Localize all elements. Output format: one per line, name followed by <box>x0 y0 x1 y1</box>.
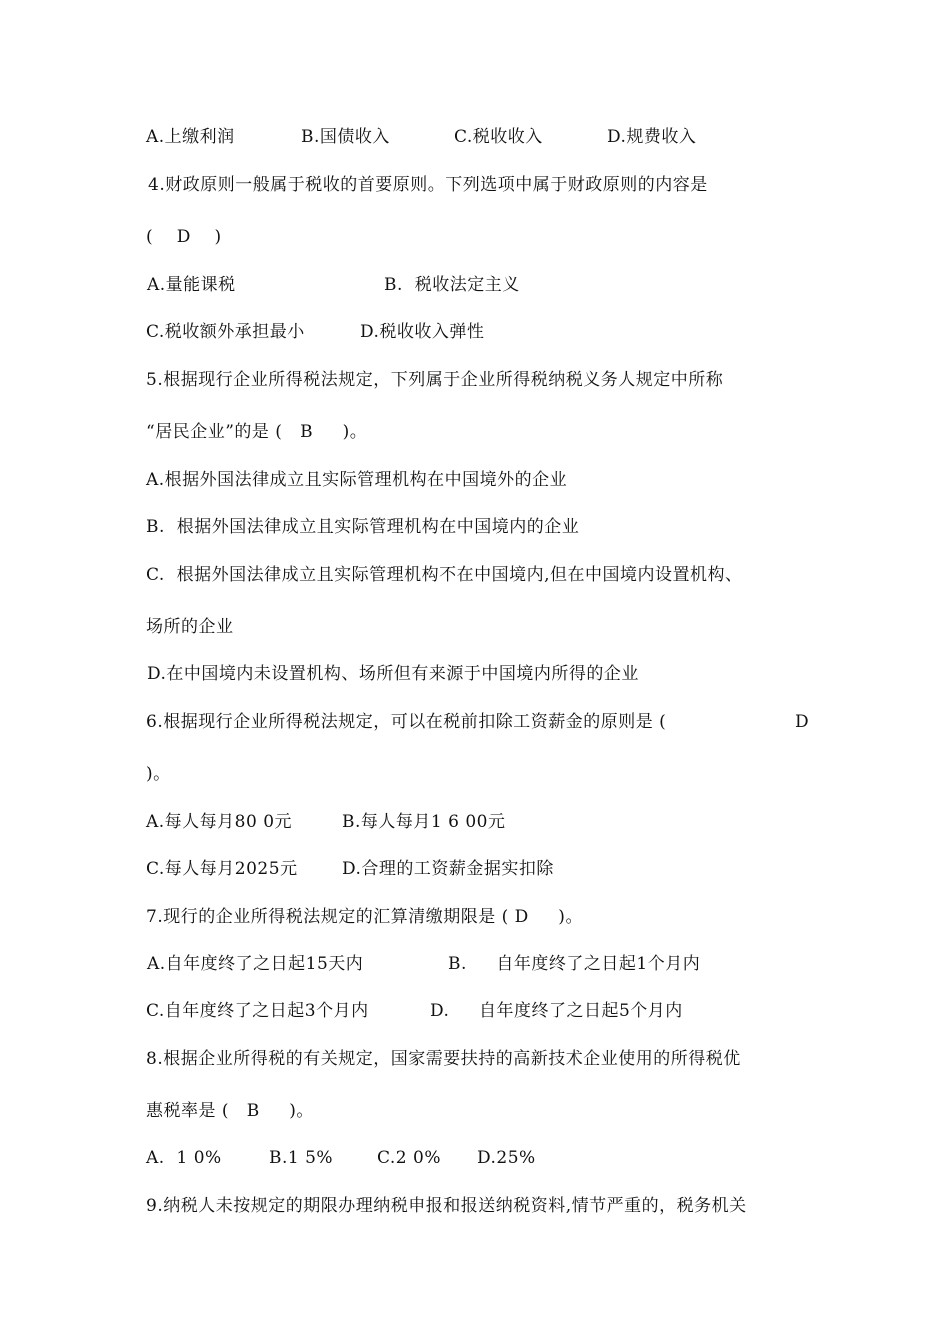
q8-option-c: C.2 0% <box>377 1148 441 1168</box>
q8-option-a: A. 1 0% <box>146 1148 222 1168</box>
q7-option-b: B. 自年度终了之日起1个月内 <box>448 954 701 974</box>
q7-option-d: D. 自年度终了之日起5个月内 <box>430 1001 683 1021</box>
q4-option-b: B. 税收法定主义 <box>384 275 520 295</box>
q6-stem-line2: )。 <box>146 764 171 784</box>
q8-stem-line2: 惠税率是 ( B )。 <box>146 1101 314 1121</box>
q8-option-b: B.1 5% <box>269 1148 334 1168</box>
q5-option-c-line1: C. 根据外国法律成立且实际管理机构不在中国境内,但在中国境内设置机构、 <box>146 565 743 585</box>
q8-stem-line1: 8.根据企业所得税的有关规定，国家需要扶持的高新技术企业使用的所得税优 <box>146 1049 741 1069</box>
q4-stem-line1: 4.财政原则一般属于税收的首要原则。下列选项中属于财政原则的内容是 <box>148 175 708 195</box>
q5-stem-line2: “居民企业”的是 ( B )。 <box>146 422 368 442</box>
q6-stem-line1: 6.根据现行企业所得税法规定，可以在税前扣除工资薪金的原则是 ( <box>146 712 667 732</box>
q3-option-a: A.上缴利润 <box>146 127 235 147</box>
q4-option-c: C.税收额外承担最小 <box>146 322 305 342</box>
q4-stem-line2: ( D ) <box>146 227 222 247</box>
q6-option-a: A.每人每月80 0元 <box>146 812 293 832</box>
q4-option-a: A.量能课税 <box>147 275 236 295</box>
q5-option-c-line2: 场所的企业 <box>146 617 234 637</box>
q5-option-d: D.在中国境内未设置机构、场所但有来源于中国境内所得的企业 <box>147 664 639 684</box>
q9-stem-line1: 9.纳税人未按规定的期限办理纳税申报和报送纳税资料,情节严重的，税务机关 <box>146 1196 747 1216</box>
q7-option-c: C.自年度终了之日起3个月内 <box>146 1001 369 1021</box>
q3-option-d: D.规费收入 <box>607 127 697 147</box>
q5-option-a: A.根据外国法律成立且实际管理机构在中国境外的企业 <box>146 470 568 490</box>
q5-stem-line1: 5.根据现行企业所得税法规定，下列属于企业所得税纳税义务人规定中所称 <box>146 370 724 390</box>
q6-option-b: B.每人每月1 6 00元 <box>342 812 506 832</box>
q7-option-a: A.自年度终了之日起15天内 <box>147 954 364 974</box>
q3-option-b: B.国债收入 <box>301 127 390 147</box>
q4-option-d: D.税收收入弹性 <box>360 322 485 342</box>
q7-stem: 7.现行的企业所得税法规定的汇算清缴期限是 ( D )。 <box>146 907 583 927</box>
q5-option-b: B. 根据外国法律成立且实际管理机构在中国境内的企业 <box>146 517 580 537</box>
q6-option-d: D.合理的工资薪金据实扣除 <box>342 859 554 879</box>
q3-option-c: C.税收收入 <box>454 127 543 147</box>
q6-stem-answer: D <box>795 712 810 732</box>
q8-option-d: D.25% <box>477 1148 536 1168</box>
q6-option-c: C.每人每月2025元 <box>146 859 298 879</box>
